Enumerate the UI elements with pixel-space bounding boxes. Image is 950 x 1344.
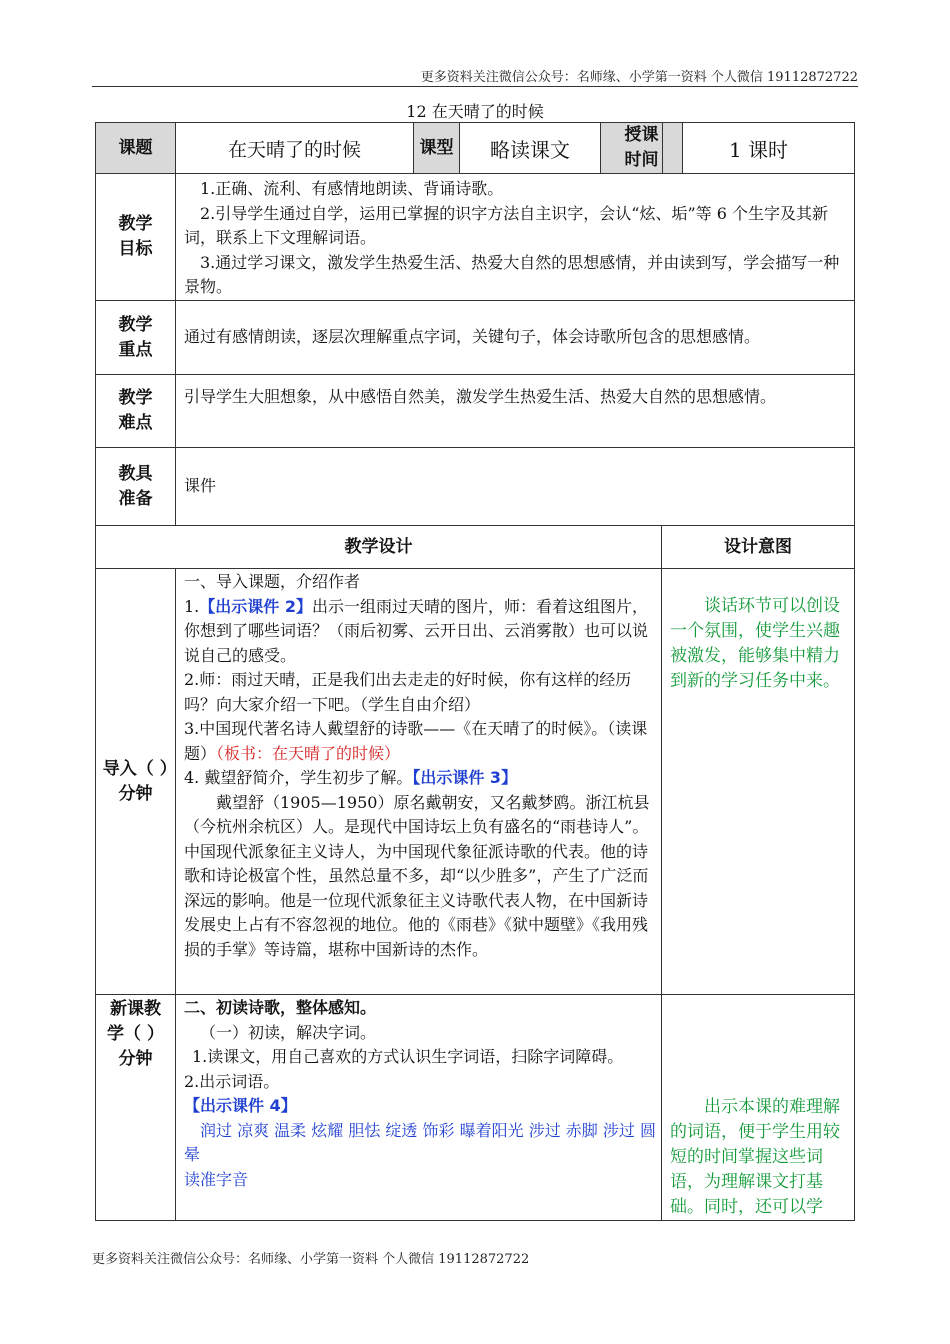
- type-label: 课型: [413, 122, 460, 174]
- hours-label: 授课时间: [600, 122, 683, 174]
- tools-text: [175, 447, 855, 526]
- intro-heading: 一、导入课题，介绍作者: [184, 572, 361, 591]
- newlesson-heading: 二、初读诗歌，整体感知。: [184, 998, 377, 1017]
- type-value: 略读课文: [459, 122, 601, 174]
- vocabulary-list: 润过 凉爽 温柔 炫耀 胆怯 绽透 饰彩 曝着阳光 涉过 赤脚 涉过 圆晕: [184, 1120, 656, 1164]
- newlesson-sub: （一）初读，解决字词。: [200, 1022, 377, 1042]
- design-header-left: 教学设计: [95, 525, 662, 569]
- board-note: （板书：在天晴了的时候）: [216, 743, 401, 763]
- design-header-right: 设计意图: [661, 525, 855, 569]
- author-bio: 戴望舒（1905—1950）原名戴朝安，又名戴梦鸥。浙江杭县（今杭州余杭区）人。是现代中国诗坛上负有盛名的“雨巷诗人”。中国现代派象征主义诗人，为中国现代象征派诗歌的代表。他的诗歌和诗论极富个性，虽然总量不多，却“以少胜多”，产生了广泛而深远的影响。他是一位现代派象征主义诗歌代表人物，在中国新诗发展史上占有不容忽视的地位。他的《雨巷》《狱中题壁》《我用残损的手掌》等诗篇，堪称中国新诗的杰作。: [184, 792, 650, 959]
- footer-note: 更多资料关注微信公众号：名师缘、小学第一资料 个人微信 19112872722: [92, 1252, 530, 1267]
- objective-item: 1.正确、流利、有感情地朗读、背诵诗歌。: [200, 179, 504, 198]
- step-text: 4. 戴望舒简介，学生初步了解。: [184, 768, 413, 787]
- step-text: 出示一组雨过天晴的图片，师：看着这组图片，你想到了哪些词语？（雨后初雾、云开日出、云消雾散）也可以说说自己的感受。: [184, 596, 649, 665]
- objectives-label: 教学目标: [95, 173, 176, 301]
- intro-step-1: [184, 595, 657, 669]
- intro-step-4: [184, 766, 657, 791]
- intro-label: 导入（ ）分钟: [95, 568, 176, 995]
- newlesson-step-2: 2.出示词语。: [184, 1071, 280, 1091]
- newlesson-label: 新课教学（ ）分钟: [95, 994, 176, 1221]
- objectives-content: [175, 173, 855, 301]
- difficulties-text: 引导学生大胆想象，从中感悟自然美，激发学生热爱生活、热爱大自然的思想感情。: [175, 374, 855, 448]
- hours-value: 1 课时: [662, 122, 855, 174]
- newlesson-intent: 出示本课的难理解的词语，便于学生用较短的时间掌握这些词语，为理解课文打基础。同时，还可以学: [661, 994, 855, 1221]
- difficulties-label: 教学难点: [95, 374, 176, 448]
- newlesson-content: [175, 994, 662, 1221]
- courseware-tag: 【出示课件 2】: [199, 596, 312, 616]
- key-points-value: 通过有感情朗读，逐层次理解重点字词，关键句子，体会诗歌所包含的思想感情。: [184, 327, 761, 347]
- lesson-plan-table: [95, 122, 855, 1221]
- tools-label: 教具准备: [95, 447, 176, 526]
- pronunciation-note: 读准字音: [184, 1169, 249, 1189]
- tools-value: 课件: [184, 476, 217, 496]
- intro-intent: 谈话环节可以创设一个氛围，使学生兴趣被激发，能够集中精力到新的学习任务中来。: [661, 568, 855, 995]
- intro-step-2: 2.师：雨过天晴，正是我们出去走走的好时候，你有这样的经历吗？向大家介绍一下吧。（学生自由介绍）: [184, 670, 632, 714]
- document-title: 12 在天晴了的时候: [406, 102, 544, 121]
- objective-item: 2.引导学生通过自学，运用已掌握的识字方法自主识字，会认“炫、垢”等 6 个生字及其新词，联系上下文理解词语。: [184, 203, 828, 247]
- key-points-label: 教学重点: [95, 300, 176, 375]
- subject-label: 课题: [95, 122, 176, 174]
- step-number: 1.: [184, 596, 200, 616]
- step-text: 3.中国现代著名诗人戴望舒的诗歌——《在天晴了的时候》。（读课题）: [184, 719, 648, 763]
- intro-content: [175, 568, 662, 995]
- courseware-tag: 【出示课件 3】: [412, 768, 518, 787]
- key-points-text: [175, 300, 855, 375]
- header-note: 更多资料关注微信公众号：名师缘、小学第一资料 个人微信 19112872722: [420, 70, 858, 85]
- intro-step-3: [184, 717, 657, 766]
- newlesson-step-1: 1.读课文，用自己喜欢的方式认识生字词语，扫除字词障碍。: [192, 1047, 624, 1066]
- header-rule: [92, 86, 858, 87]
- objective-item: 3.通过学习课文，激发学生热爱生活、热爱大自然的思想感情，并由读到写，学会描写一种景物。: [184, 252, 840, 296]
- subject-value: 在天晴了的时候: [175, 122, 414, 174]
- courseware-tag: 【出示课件 4】: [184, 1096, 297, 1115]
